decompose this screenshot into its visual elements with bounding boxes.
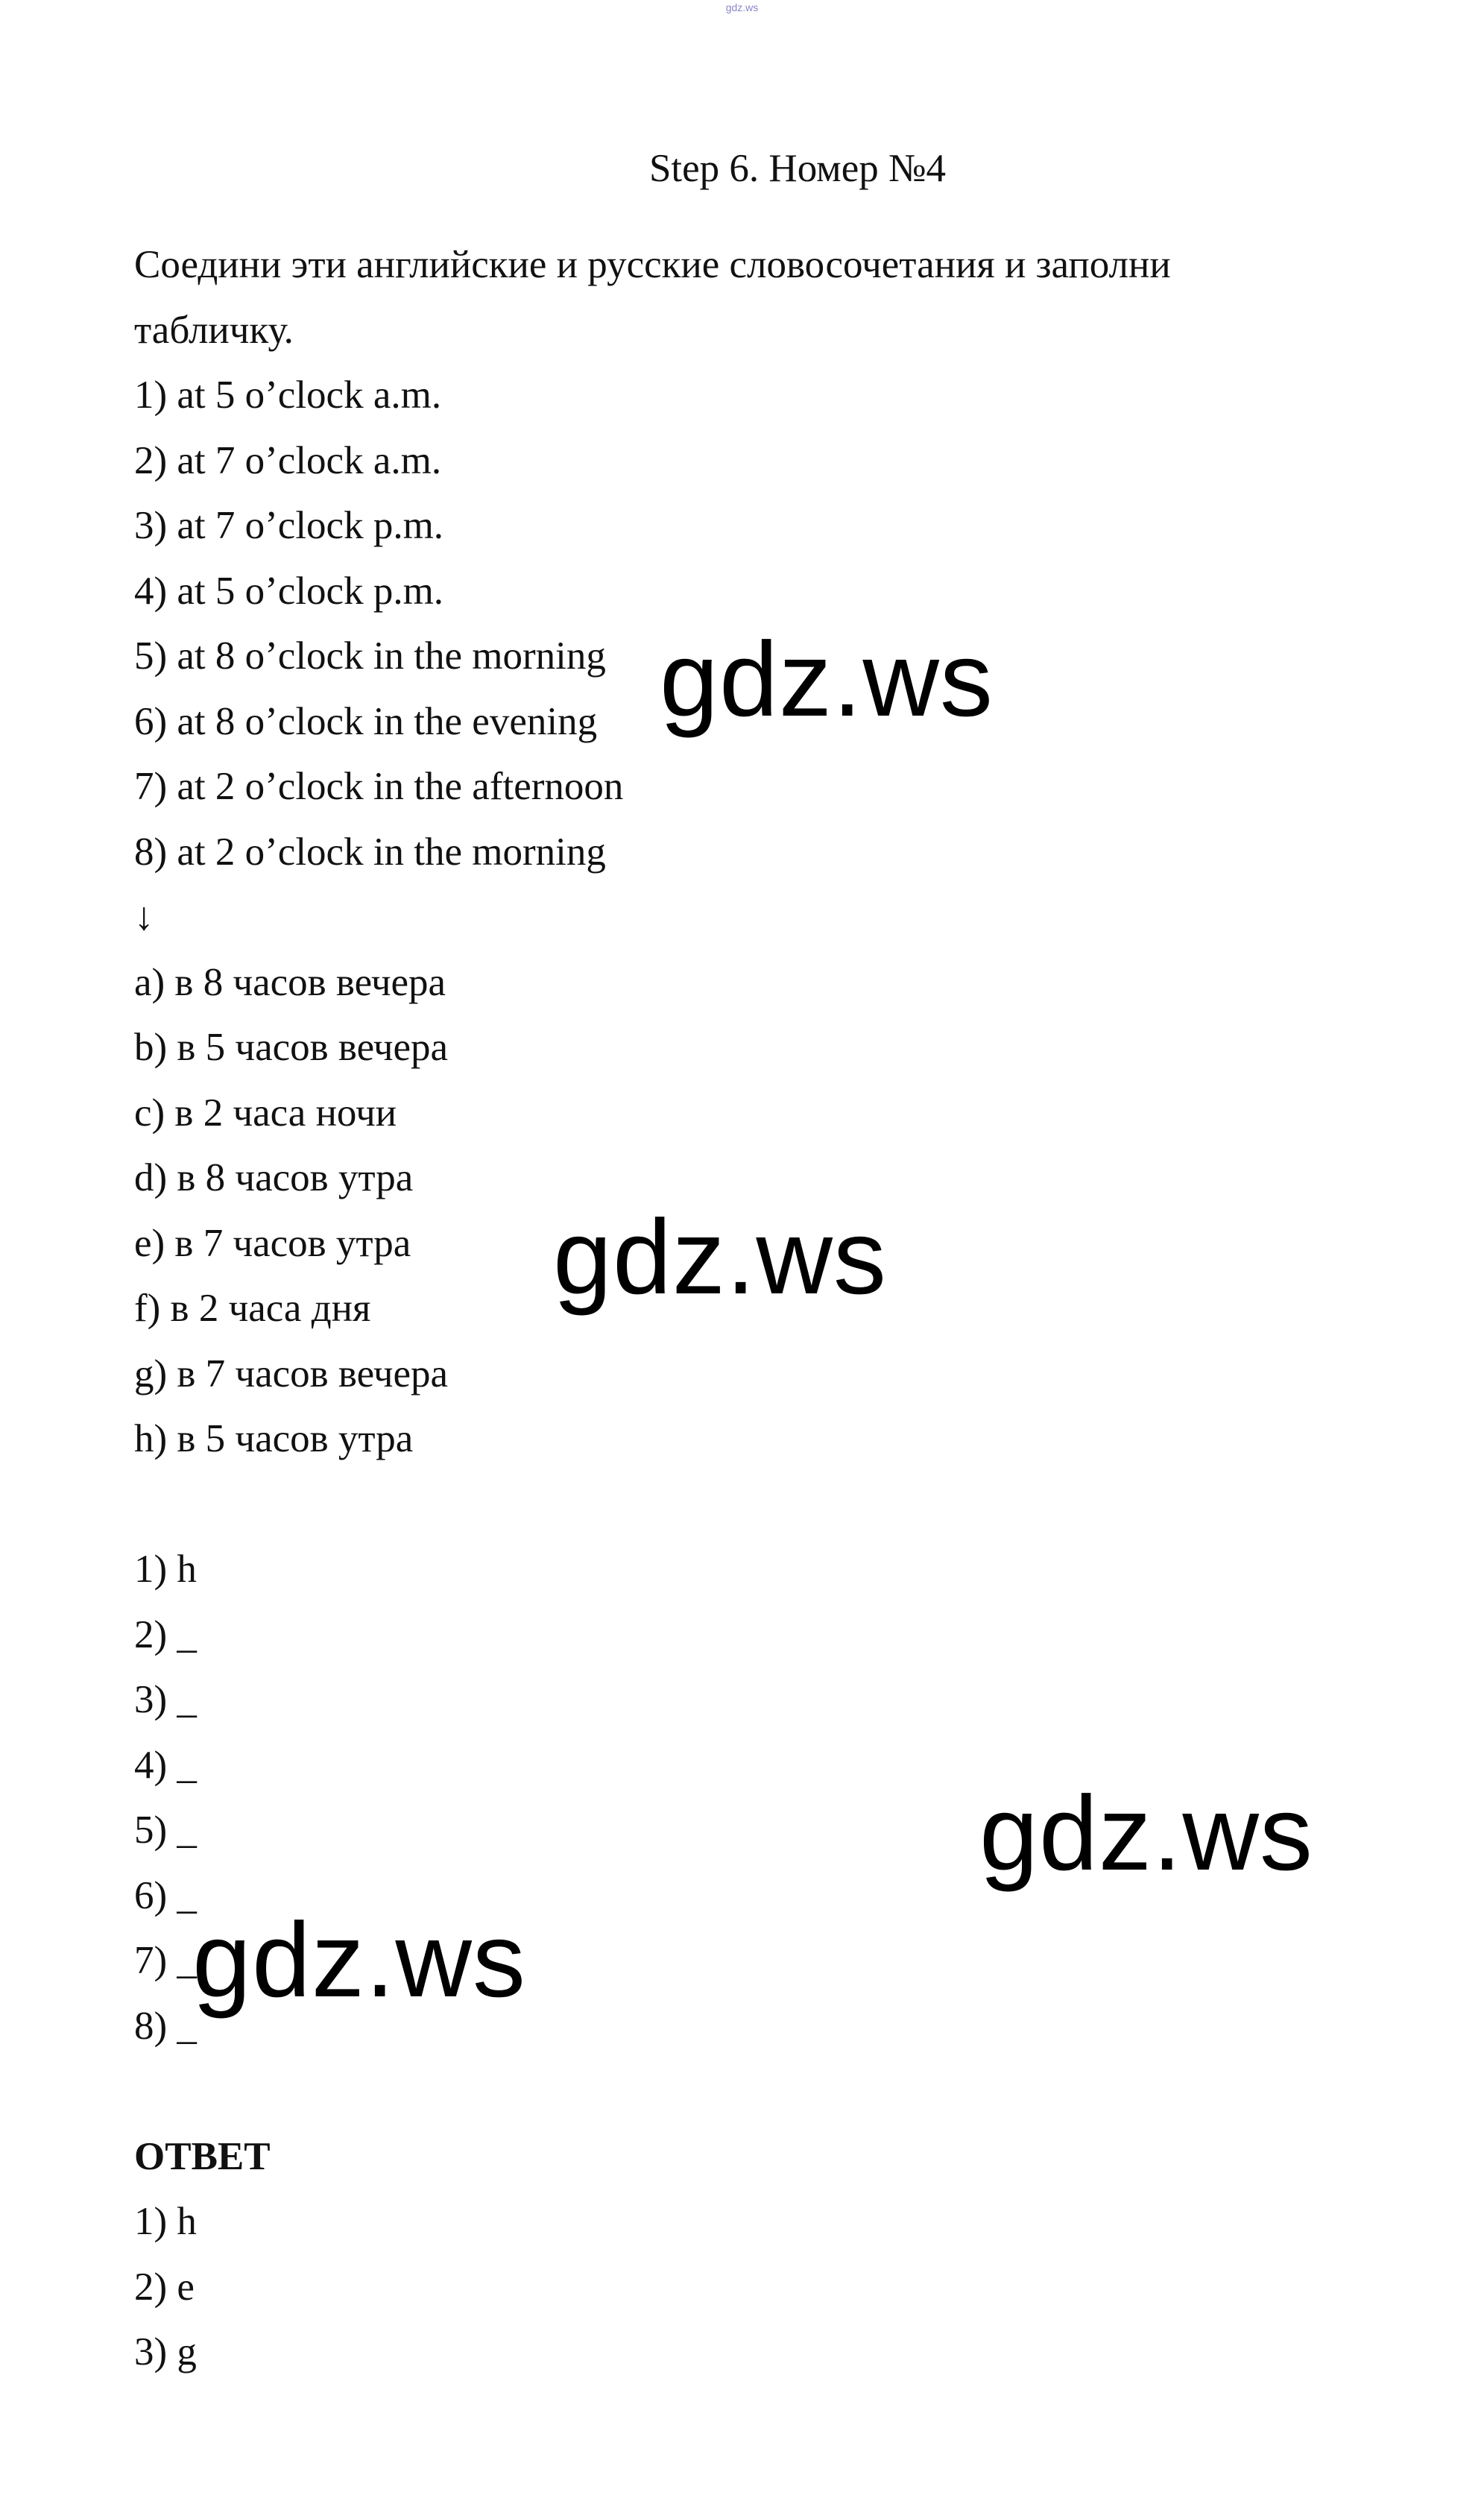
answer-heading: ОТВЕТ bbox=[134, 2134, 271, 2178]
answer-row: 3) g bbox=[134, 2330, 197, 2374]
page-title: Step 6. Номер №4 bbox=[648, 147, 947, 190]
down-arrow: ↓ bbox=[134, 895, 154, 939]
header-watermark: gdz.ws bbox=[725, 1, 759, 13]
russian-phrase: a) в 8 часов вечера bbox=[134, 960, 446, 1004]
watermark-logo: gdz.ws bbox=[192, 1901, 526, 2019]
spacer bbox=[134, 2059, 1357, 2125]
english-phrase: 3) at 7 o’clock p.m. bbox=[134, 504, 444, 547]
russian-phrase: e) в 7 часов утра bbox=[134, 1221, 411, 1265]
watermark-logo: gdz.ws bbox=[553, 1198, 887, 1316]
answer-row: 1) h bbox=[134, 2200, 197, 2243]
match-row: 6) _ bbox=[134, 1873, 197, 1917]
watermark-logo: gdz.ws bbox=[979, 1774, 1313, 1893]
match-row: 2) _ bbox=[134, 1612, 197, 1656]
english-phrase: 4) at 5 o’clock p.m. bbox=[134, 569, 444, 613]
english-phrase: 7) at 2 o’clock in the afternoon bbox=[134, 765, 624, 808]
english-phrase: 1) at 5 o’clock a.m. bbox=[134, 373, 442, 417]
russian-phrase: b) в 5 часов вечера bbox=[134, 1026, 449, 1069]
english-phrase: 2) at 7 o’clock a.m. bbox=[134, 438, 442, 482]
match-row: 4) _ bbox=[134, 1743, 197, 1787]
answer-row: 2) e bbox=[134, 2265, 195, 2309]
match-row: 7) _ bbox=[134, 1939, 197, 1982]
watermark-logo: gdz.ws bbox=[660, 620, 994, 739]
russian-phrase: g) в 7 часов вечера bbox=[134, 1352, 449, 1395]
russian-phrase: c) в 2 часа ночи bbox=[134, 1091, 397, 1135]
match-row: 3) _ bbox=[134, 1678, 197, 1721]
instruction-line-2: табличку. bbox=[134, 308, 294, 352]
english-phrase: 8) at 2 o’clock in the morning bbox=[134, 830, 606, 874]
russian-phrase: d) в 8 часов утра bbox=[134, 1156, 414, 1199]
russian-phrase: h) в 5 часов утра bbox=[134, 1417, 414, 1460]
answer-list bbox=[134, 2189, 1357, 2385]
match-row: 8) _ bbox=[134, 2004, 197, 2048]
spacer bbox=[134, 1472, 1357, 1538]
match-row: 1) h bbox=[134, 1548, 197, 1591]
instruction-line-1: Соедини эти английские и русские словосочетания и заполни bbox=[134, 243, 1171, 286]
match-row: 5) _ bbox=[134, 1808, 197, 1852]
russian-phrase: f) в 2 часа дня bbox=[134, 1287, 371, 1330]
english-phrase: 6) at 8 o’clock in the evening bbox=[134, 699, 598, 743]
english-phrase: 5) at 8 o’clock in the morning bbox=[134, 634, 606, 678]
